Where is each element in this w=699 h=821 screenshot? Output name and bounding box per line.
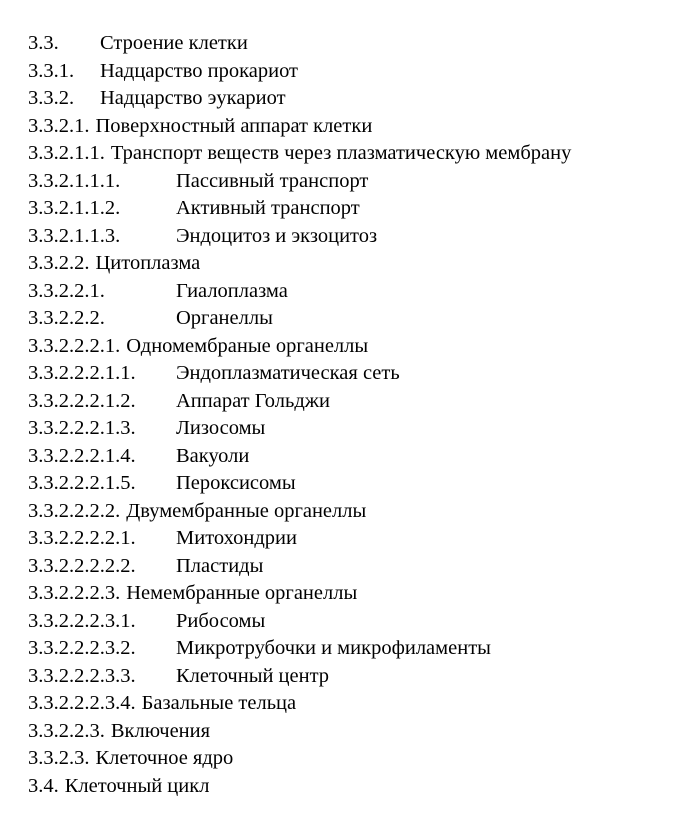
item-title: Митохондрии: [176, 527, 297, 549]
outline-item: [28, 553, 688, 581]
outline-item: [28, 113, 688, 141]
item-title: Аппарат Гольджи: [176, 389, 330, 412]
outline-item: [28, 498, 688, 526]
item-title: Двумембранные органеллы: [126, 499, 367, 522]
item-title: Пероксисомы: [176, 472, 296, 494]
item-title: Лизосомы: [176, 417, 266, 439]
outline-item: [28, 195, 688, 223]
outline-item: [28, 580, 688, 608]
item-number: 3.3.2.2.2.3.3.: [28, 664, 136, 687]
outline-item: [28, 388, 688, 416]
item-title: Клеточное ядро: [95, 747, 234, 769]
item-number: 3.3.2.2.2.2.2.: [28, 554, 136, 577]
item-number: 3.3.2.2.2.2.: [28, 499, 121, 522]
item-number: 3.3.2.2.2.2.1.: [28, 527, 136, 549]
item-title: Пластиды: [176, 554, 264, 577]
item-title: Базальные тельца: [141, 692, 297, 714]
outline-item: [28, 58, 688, 86]
item-title: Одномембраные органеллы: [126, 334, 369, 357]
item-title: Рибосомы: [176, 609, 266, 632]
outline-item: [28, 278, 688, 306]
outline-item: [28, 415, 688, 443]
item-title: Поверхностный аппарат клетки: [95, 114, 373, 137]
item-number: 3.3.2.2.2.3.: [28, 582, 121, 604]
outline-item: [28, 525, 688, 553]
outline-item: [28, 608, 688, 636]
outline-item: [28, 360, 688, 388]
item-title: Вакуоли: [176, 444, 250, 467]
item-number: 3.3.2.2.2.3.1.: [28, 609, 136, 632]
item-number: 3.3.1.: [28, 59, 75, 82]
item-number: 3.3.2.2.2.1.1.: [28, 362, 136, 384]
item-number: 3.3.2.2.2.3.2.: [28, 637, 136, 659]
outline-item: [28, 718, 688, 746]
item-title: Эндоплазматическая сеть: [176, 362, 400, 384]
item-number: 3.3.2.1.: [28, 114, 90, 137]
item-title: Надцарство эукариот: [100, 87, 286, 109]
item-number: 3.3.2.: [28, 87, 75, 109]
item-number: 3.3.2.3.: [28, 747, 90, 769]
item-number: 3.3.2.2.2.1.5.: [28, 472, 136, 494]
item-number: 3.4.: [28, 774, 59, 797]
item-title: Эндоцитоз и экзоцитоз: [176, 224, 378, 247]
item-number: 3.3.2.2.: [28, 252, 90, 274]
item-number: 3.3.2.1.1.: [28, 142, 105, 164]
item-title: Микротрубочки и микрофиламенты: [176, 637, 491, 659]
item-title: Клеточный цикл: [64, 774, 210, 797]
outline-item: [28, 690, 688, 718]
item-number: 3.3.2.2.2.1.2.: [28, 389, 136, 412]
item-number: 3.3.: [28, 32, 59, 54]
outline-item: [28, 443, 688, 471]
item-number: 3.3.2.2.1.: [28, 279, 105, 302]
item-title: Цитоплазма: [95, 252, 201, 274]
outline-item: [28, 470, 688, 498]
outline-item: [28, 635, 688, 663]
item-number: 3.3.2.2.3.: [28, 719, 105, 742]
item-title: Гиалоплазма: [176, 279, 288, 302]
outline-item: [28, 745, 688, 773]
item-title: Включения: [110, 719, 211, 742]
outline-item: [28, 250, 688, 278]
outline-item: [28, 85, 688, 113]
outline-item: [28, 140, 688, 168]
item-number: 3.3.2.1.1.1.: [28, 169, 121, 192]
outline-item: [28, 663, 688, 691]
item-title: Пассивный транспорт: [176, 169, 369, 192]
outline-item: [28, 168, 688, 196]
outline-item: [28, 30, 688, 58]
item-title: Органеллы: [176, 307, 273, 329]
item-title: Немембранные органеллы: [126, 582, 358, 604]
item-title: Транспорт веществ через плазматическую мембрану: [110, 142, 572, 164]
item-number: 3.3.2.2.2.1.3.: [28, 417, 136, 439]
item-number: 3.3.2.2.2.: [28, 307, 105, 329]
item-title: Строение клетки: [100, 32, 248, 54]
outline-item: [28, 223, 688, 251]
item-number: 3.3.2.2.2.1.4.: [28, 444, 136, 467]
item-title: Клеточный центр: [176, 664, 330, 687]
item-number: 3.3.2.2.2.1.: [28, 334, 121, 357]
item-number: 3.3.2.1.1.3.: [28, 224, 121, 247]
outline-item: [28, 333, 688, 361]
document-outline: [28, 30, 688, 800]
item-number: 3.3.2.2.2.3.4.: [28, 692, 136, 714]
item-title: Надцарство прокариот: [100, 59, 299, 82]
outline-item: [28, 305, 688, 333]
outline-item: [28, 773, 688, 801]
item-title: Активный транспорт: [176, 197, 360, 219]
item-number: 3.3.2.1.1.2.: [28, 197, 121, 219]
